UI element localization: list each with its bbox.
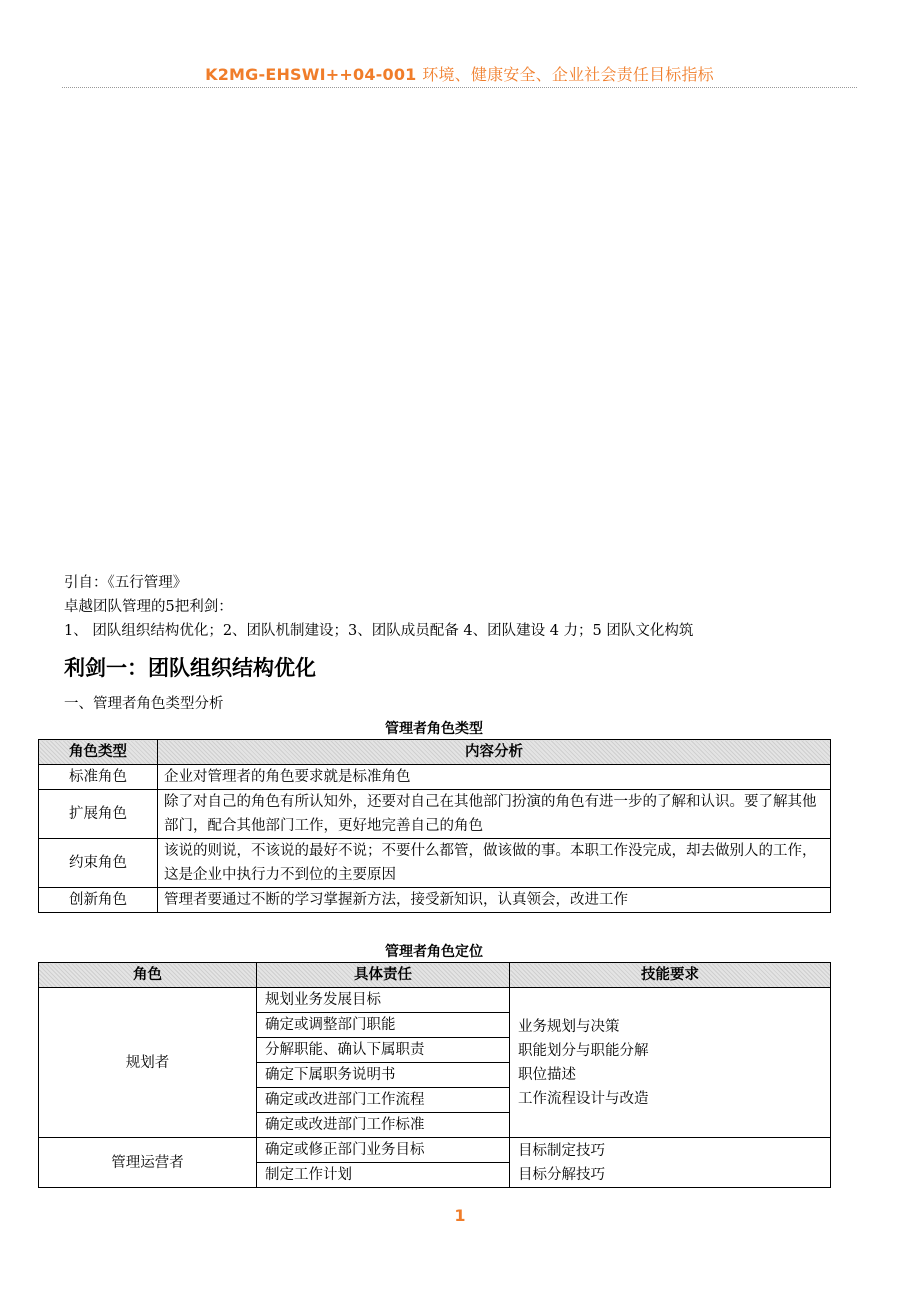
- table2-caption: 管理者角色定位: [385, 944, 483, 960]
- skill-item: 目标分解技巧: [518, 1166, 605, 1183]
- duty-item: 确定或改进部门工作标准: [265, 1117, 425, 1133]
- table-header-row: [39, 740, 831, 765]
- skill-item: 职能划分与职能分解: [518, 1042, 649, 1059]
- document-title: 环境、健康安全、企业社会责任目标指标: [422, 65, 714, 84]
- duty-item: 确定或修正部门业务目标: [257, 1138, 509, 1163]
- role-cell: 标准角色: [39, 765, 158, 790]
- table-row: [39, 790, 831, 839]
- column-header: 角色类型: [39, 740, 158, 765]
- role-type-table: [38, 739, 831, 913]
- duties-cell: [257, 988, 510, 1138]
- role-cell: 扩展角色: [39, 790, 158, 839]
- column-header: 具体责任: [257, 963, 510, 988]
- skills-cell: [510, 988, 831, 1138]
- table-row: [39, 988, 831, 1138]
- role-cell: 创新角色: [39, 888, 158, 913]
- table-row: [39, 765, 831, 790]
- duty-item: 确定或改进部门工作流程: [257, 1088, 509, 1113]
- content-cell: 除了对自己的角色有所认知外，还要对自己在其他部门扮演的角色有进一步的了解和认识。要了解其他部门，配合其他部门工作，更好地完善自己的角色: [158, 790, 831, 839]
- duties-cell: [257, 1138, 510, 1188]
- table-row: [39, 888, 831, 913]
- header-divider: [62, 87, 857, 88]
- duty-item: 分解职能、确认下属职责: [257, 1038, 509, 1063]
- skill-item: 工作流程设计与改造: [518, 1090, 649, 1107]
- table1-caption: 管理者角色类型: [385, 721, 483, 737]
- intro-lead: 卓越团队管理的5把利剑：: [64, 599, 233, 615]
- column-header: 内容分析: [158, 740, 831, 765]
- intro-list: 1、 团队组织结构优化；2、团队机制建设；3、团队成员配备 4、团队建设 4 力；5 团队文化构筑: [64, 623, 694, 639]
- skills-cell: [510, 1138, 831, 1188]
- column-header: 角色: [39, 963, 257, 988]
- section-subtitle: 一、管理者角色类型分析: [64, 696, 224, 712]
- duty-item: 规划业务发展目标: [257, 988, 509, 1013]
- duty-item: 制定工作计划: [265, 1167, 352, 1183]
- duty-item: 确定下属职务说明书: [257, 1063, 509, 1088]
- page-header: [62, 62, 857, 85]
- column-header: 技能要求: [510, 963, 831, 988]
- role-cell: 规划者: [39, 988, 257, 1138]
- table-header-row: [39, 963, 831, 988]
- role-cell: 管理运营者: [39, 1138, 257, 1188]
- skill-item: 业务规划与决策: [518, 1018, 620, 1035]
- duty-item: 确定或调整部门职能: [257, 1013, 509, 1038]
- skill-item: 职位描述: [518, 1066, 576, 1083]
- document-code: K2MG-EHSWI++04-001: [205, 65, 417, 84]
- page-number: 1: [454, 1206, 466, 1225]
- role-position-table: [38, 962, 831, 1188]
- table-row: [39, 839, 831, 888]
- section-title: 利剑一：团队组织结构优化: [64, 656, 316, 680]
- table-row: [39, 1138, 831, 1188]
- content-cell: 该说的则说，不该说的最好不说；不要什么都管，做该做的事。本职工作没完成，却去做别人的工作，这是企业中执行力不到位的主要原因: [158, 839, 831, 888]
- role-cell: 约束角色: [39, 839, 158, 888]
- content-cell: 管理者要通过不断的学习掌握新方法，接受新知识，认真领会，改进工作: [158, 888, 831, 913]
- content-cell: 企业对管理者的角色要求就是标准角色: [158, 765, 831, 790]
- skill-item: 目标制定技巧: [518, 1142, 605, 1159]
- intro-source: 引自：《五行管理》: [64, 575, 188, 591]
